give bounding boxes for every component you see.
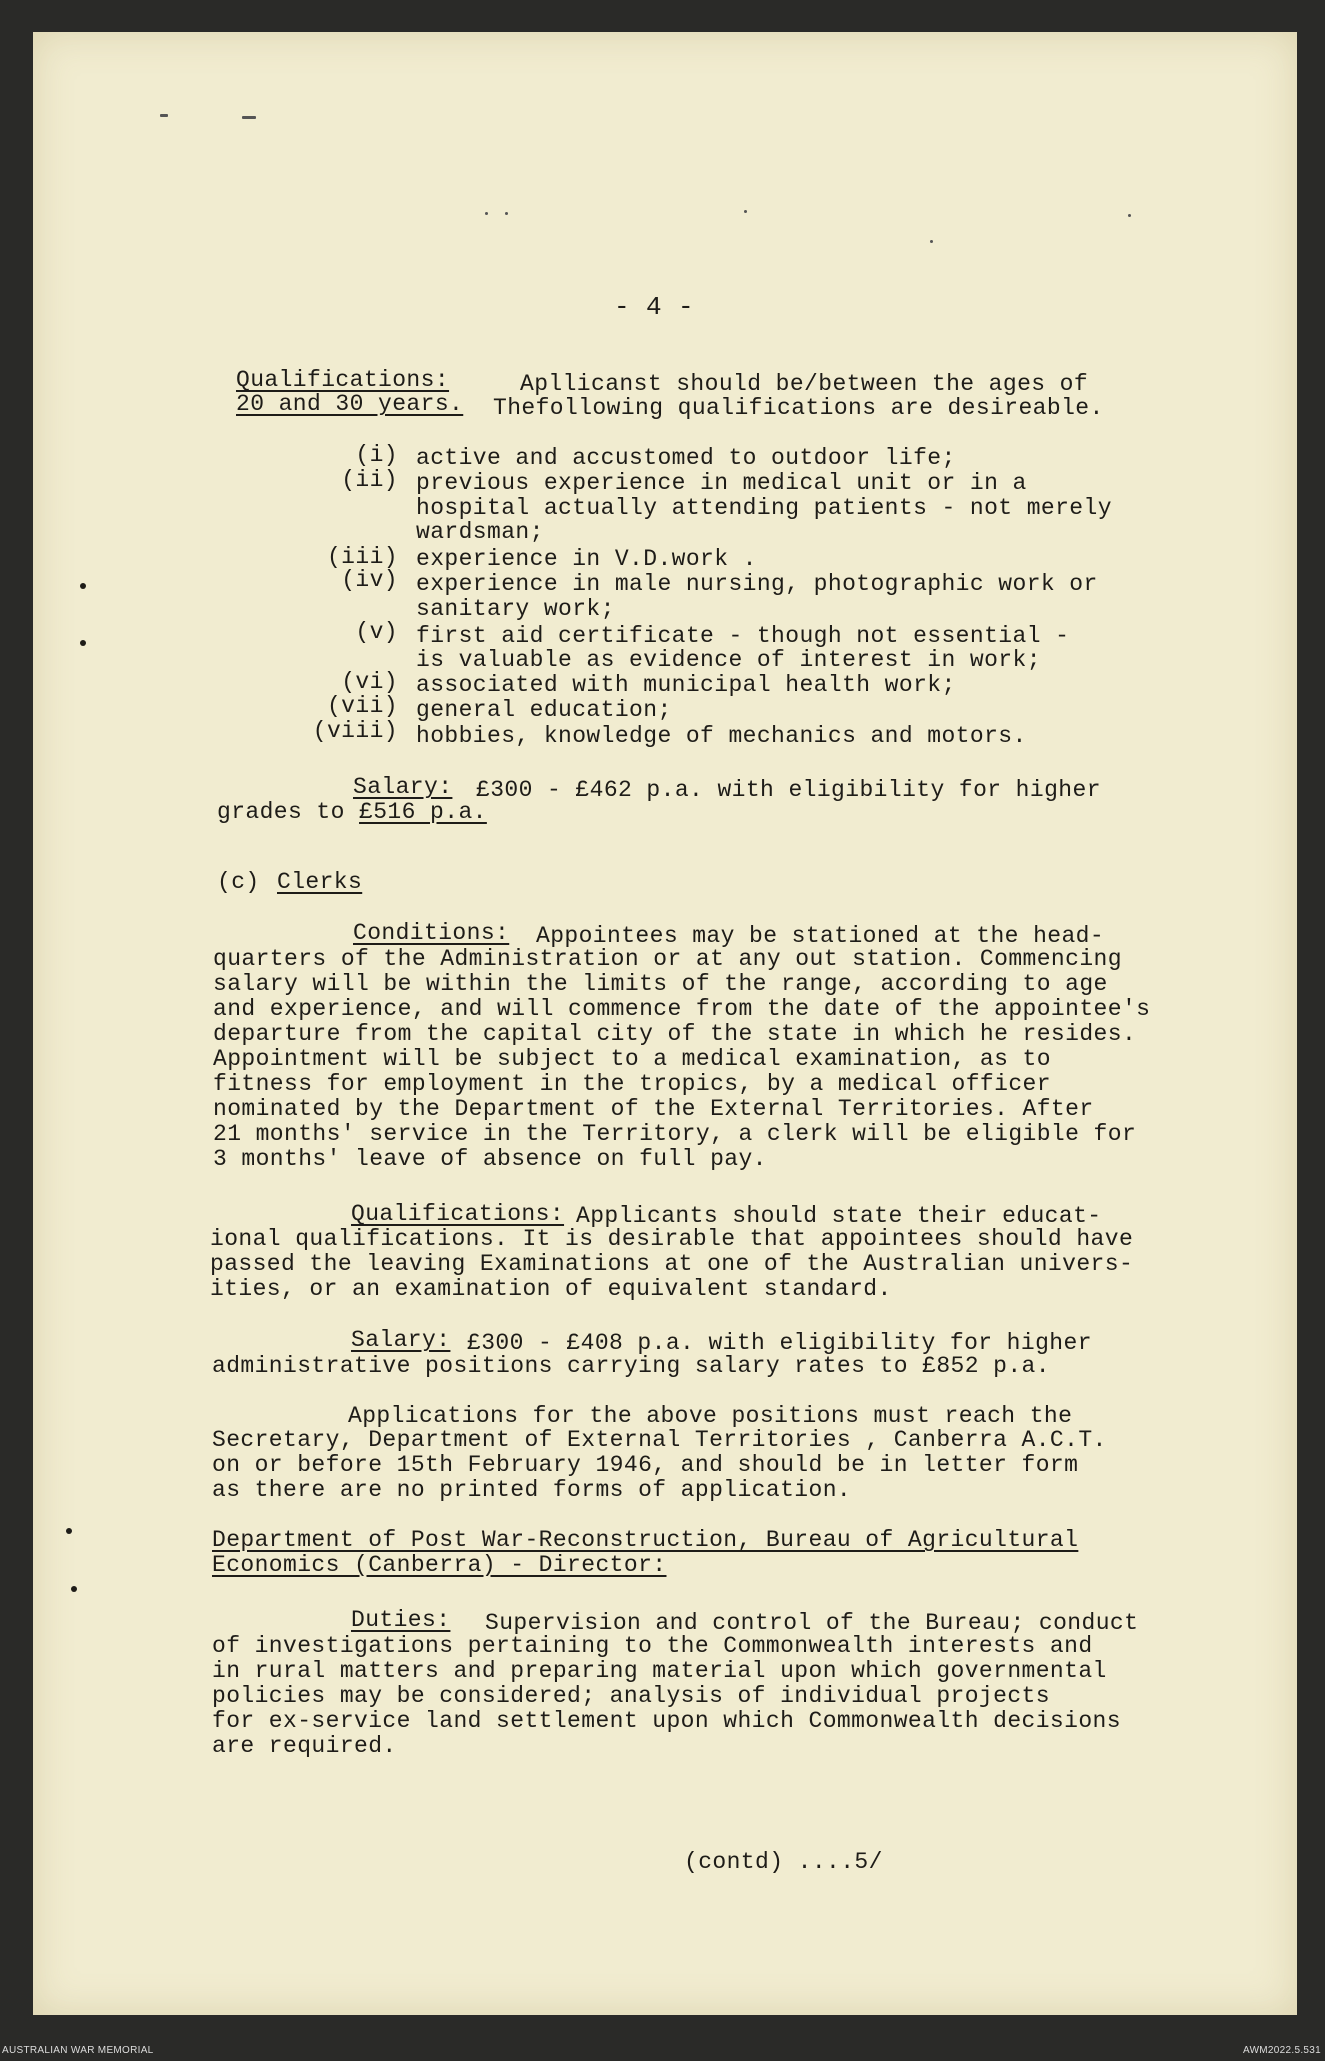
clerks-qualifications-line: passed the leaving Examinations at one of the Australian univers- bbox=[210, 1251, 1134, 1277]
list-item: first aid certificate - though not essential - bbox=[416, 623, 1070, 649]
list-item: previous experience in medical unit or in a bbox=[416, 470, 1027, 496]
page-number: - 4 - bbox=[614, 292, 695, 322]
qualifications-intro-line1: Apllicanst should be/between the ages of bbox=[520, 371, 1089, 397]
ink-mark bbox=[80, 583, 86, 589]
list-item: general education; bbox=[416, 697, 672, 723]
duties-label: Duties: bbox=[351, 1607, 451, 1633]
list-item-number: (iii) bbox=[326, 544, 398, 570]
list-item-number: (vi) bbox=[341, 669, 398, 695]
list-item: hobbies, knowledge of mechanics and motors. bbox=[416, 723, 1027, 749]
qualifications-intro-line2: Thefollowing qualifications are desireable. bbox=[493, 395, 1104, 421]
conditions-line: Appointees may be stationed at the head- bbox=[536, 923, 1105, 949]
clerks-qualifications-line: ional qualifications. It is desirable that appointees should have bbox=[210, 1226, 1134, 1252]
list-item-number: (v) bbox=[355, 619, 398, 645]
conditions-line: 21 months' service in the Territory, a clerk will be eligible for bbox=[213, 1121, 1137, 1147]
list-item-number: (vii) bbox=[326, 693, 398, 719]
bureau-heading-line1: Department of Post War-Reconstruction, Bureau of Agricultural bbox=[212, 1527, 1079, 1553]
list-item: wardsman; bbox=[416, 519, 544, 545]
contd-note: (contd) ....5/ bbox=[684, 1849, 883, 1875]
clerks-salary-line1: £300 - £408 p.a. with eligibility for higher bbox=[467, 1330, 1092, 1356]
duties-line: Supervision and control of the Bureau; conduct bbox=[485, 1610, 1139, 1636]
duties-line: policies may be considered; analysis of individual projects bbox=[212, 1683, 1050, 1709]
list-item: experience in male nursing, photographic work or bbox=[416, 571, 1098, 597]
clerks-qualifications-line: ities, or an examination of equivalent standard. bbox=[210, 1276, 892, 1302]
qualifications-ages: 20 and 30 years. bbox=[236, 391, 464, 417]
list-item-number: (ii) bbox=[341, 467, 398, 493]
duties-line: are required. bbox=[212, 1733, 397, 1759]
applications-line: Applications for the above positions must reach the bbox=[348, 1403, 1073, 1429]
conditions-line: fitness for employment in the tropics, by a medical officer bbox=[213, 1071, 1051, 1097]
list-item: is valuable as evidence of interest in work; bbox=[416, 647, 1041, 673]
list-item: experience in V.D.work . bbox=[416, 546, 757, 572]
clerks-qualifications-line: Applicants should state their educat- bbox=[576, 1203, 1102, 1229]
qualifications-heading: Qualifications: bbox=[236, 367, 450, 393]
applications-line: as there are no printed forms of application. bbox=[212, 1477, 852, 1503]
ink-speck bbox=[485, 212, 488, 215]
bureau-heading-line2: Economics (Canberra) - Director: bbox=[212, 1552, 667, 1578]
list-item: associated with municipal health work; bbox=[416, 672, 956, 698]
salary-label: Salary: bbox=[353, 774, 453, 800]
list-item: sanitary work; bbox=[416, 596, 615, 622]
duties-line: in rural matters and preparing material upon which governmental bbox=[212, 1658, 1107, 1684]
ink-speck bbox=[505, 212, 508, 215]
salary-line2: grades to £516 p.a. bbox=[217, 799, 487, 825]
ink-speck bbox=[744, 210, 747, 213]
ink-mark bbox=[71, 1586, 77, 1592]
conditions-label: Conditions: bbox=[353, 920, 510, 946]
conditions-line: salary will be within the limits of the range, according to age bbox=[213, 971, 1108, 997]
ink-speck bbox=[930, 240, 933, 243]
conditions-line: 3 months' leave of absence on full pay. bbox=[213, 1146, 767, 1172]
clerks-salary-line2: administrative positions carrying salary rates to £852 p.a. bbox=[212, 1353, 1050, 1379]
ink-mark bbox=[80, 640, 86, 646]
list-item-number: (i) bbox=[355, 442, 398, 468]
duties-line: for ex-service land settlement upon which Commonwealth decisions bbox=[212, 1708, 1121, 1734]
ink-speck bbox=[242, 116, 256, 119]
conditions-line: quarters of the Administration or at any out station. Commencing bbox=[213, 946, 1122, 972]
clerks-salary-label: Salary: bbox=[351, 1327, 451, 1353]
conditions-line: Appointment will be subject to a medical examination, as to bbox=[213, 1046, 1051, 1072]
duties-line: of investigations pertaining to the Commonwealth interests and bbox=[212, 1633, 1093, 1659]
applications-line: on or before 15th February 1946, and should be in letter form bbox=[212, 1452, 1079, 1478]
ink-mark bbox=[66, 1528, 72, 1534]
footer-source: AUSTRALIAN WAR MEMORIAL bbox=[2, 2045, 154, 2056]
conditions-line: nominated by the Department of the External Territories. After bbox=[213, 1096, 1094, 1122]
clerks-heading-prefix: (c) bbox=[217, 869, 260, 895]
conditions-line: and experience, and will commence from the date of the appointee's bbox=[213, 996, 1151, 1022]
footer-reference: AWM2022.5.531 bbox=[1242, 2045, 1321, 2056]
salary-line1: £300 - £462 p.a. with eligibility for higher bbox=[476, 777, 1101, 803]
list-item-number: (iv) bbox=[341, 567, 398, 593]
clerks-qualifications-label: Qualifications: bbox=[351, 1201, 565, 1227]
list-item: hospital actually attending patients - not merely bbox=[416, 495, 1112, 521]
conditions-line: departure from the capital city of the state in which he resides. bbox=[213, 1021, 1137, 1047]
ink-speck bbox=[160, 114, 168, 117]
list-item: active and accustomed to outdoor life; bbox=[416, 445, 956, 471]
clerks-heading: Clerks bbox=[277, 869, 363, 895]
ink-speck bbox=[1128, 214, 1131, 217]
list-item-number: (viii) bbox=[312, 718, 398, 744]
applications-line: Secretary, Department of External Territories , Canberra A.C.T. bbox=[212, 1427, 1107, 1453]
